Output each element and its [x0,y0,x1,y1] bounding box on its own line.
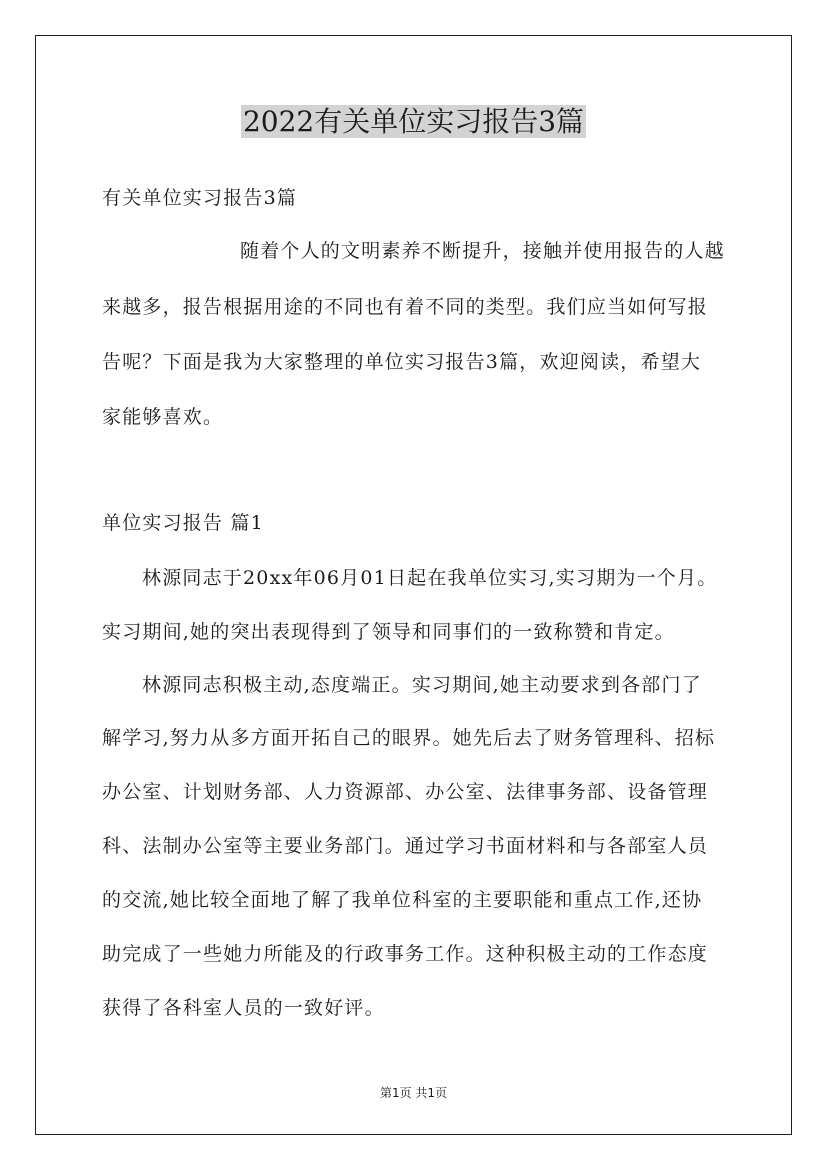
intro-line: 告呢？下面是我为大家整理的单位实习报告3篇，欢迎阅读，希望大 [102,351,702,373]
paragraph-line: 科、法制办公室等主要业务部门。通过学习书面材料和与各部室人员 [102,835,709,857]
paragraph-line: 林源同志积极主动,态度端正。实习期间,她主动要求到各部门了 [142,674,702,696]
paragraph-line: 获得了各科室人员的一致好评。 [102,997,385,1019]
document-title [0,102,827,142]
intro-line: 来越多，报告根据用途的不同也有着不同的类型。我们应当如何写报 [102,296,709,318]
document-title-text: 2022有关单位实习报告3篇 [242,105,585,138]
paragraph-line: 解学习,努力从多方面开拓自己的眼界。她先后去了财务管理科、招标 [102,727,716,749]
page-footer [0,1084,827,1101]
intro-line: 家能够喜欢。 [102,406,224,428]
paragraph-line: 办公室、计划财务部、人力资源部、办公室、法律事务部、设备管理 [102,781,709,803]
paragraph-line: 林源同志于20xx年06月01日起在我单位实习,实习期为一个月。 [142,567,718,589]
section-heading-text: 单位实习报告 篇1 [102,512,264,534]
paragraph-line: 助完成了一些她力所能及的行政事务工作。这种积极主动的工作态度 [102,943,709,965]
paragraph-line: 的交流,她比较全面地了解了我单位科室的主要职能和重点工作,还协 [102,889,703,911]
subtitle-text: 有关单位实习报告3篇 [102,187,298,209]
page-number: 第1页 共1页 [379,1086,448,1100]
paragraph-line: 实习期间,她的突出表现得到了领导和同事们的一致称赞和肯定。 [102,621,675,643]
intro-line: 随着个人的文明素养不断提升，接触并使用报告的人越 [240,240,725,262]
